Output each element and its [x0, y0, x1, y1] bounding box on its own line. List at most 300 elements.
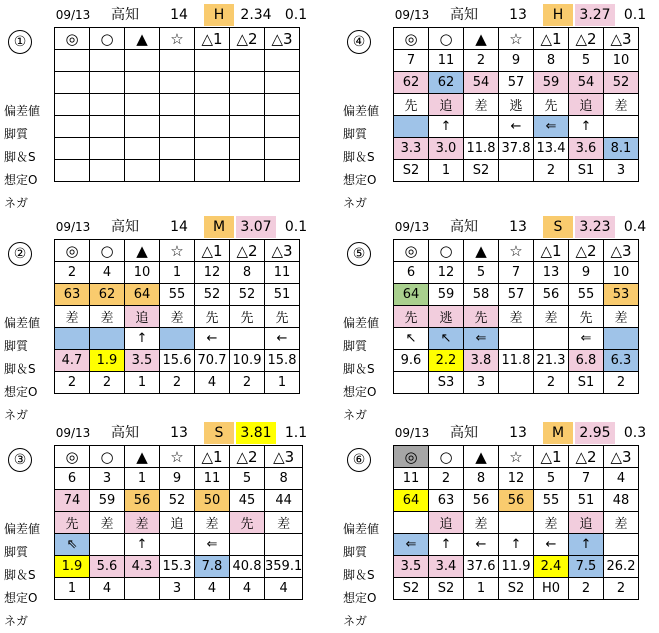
- mark-cell: ◎: [394, 28, 429, 50]
- mark-cell: ◎: [394, 446, 429, 468]
- data-cell: 52: [195, 284, 230, 306]
- data-cell: 追: [429, 512, 464, 534]
- data-row: [394, 284, 639, 306]
- data-cell: 差: [90, 512, 125, 534]
- row-label: 脚＆S: [4, 150, 36, 164]
- row-label: 脚質: [4, 127, 29, 141]
- data-cell: 3.5: [394, 556, 429, 578]
- data-cell: 4: [604, 468, 639, 490]
- data-cell: 54: [464, 72, 499, 94]
- mark-cell: △3: [265, 446, 303, 468]
- mark-row: [55, 240, 300, 262]
- data-cell: 先: [534, 94, 569, 116]
- odds-value-primary: 3.07: [236, 216, 276, 238]
- data-cell: ⇖: [55, 534, 90, 556]
- data-cell: 2: [90, 372, 125, 394]
- runner-count: 14: [170, 219, 188, 235]
- data-cell: 4: [90, 578, 125, 600]
- data-row: [394, 556, 639, 578]
- data-cell: [195, 72, 230, 94]
- data-cell: 追: [569, 512, 604, 534]
- data-cell: 12: [499, 468, 534, 490]
- mark-cell: △1: [534, 446, 569, 468]
- data-cell: 359.1: [265, 556, 303, 578]
- row-label: 脚質: [343, 127, 368, 141]
- race-grid: [393, 239, 639, 394]
- data-cell: [55, 116, 90, 138]
- data-cell: S2: [394, 160, 429, 182]
- data-cell: H0: [534, 578, 569, 600]
- data-cell: 差: [265, 512, 303, 534]
- data-cell: 11.8: [464, 138, 499, 160]
- race-header: [54, 4, 310, 26]
- data-cell: ↑: [569, 116, 604, 138]
- data-cell: [394, 512, 429, 534]
- data-cell: 64: [125, 284, 160, 306]
- data-cell: 差: [604, 94, 639, 116]
- data-cell: [90, 160, 125, 182]
- data-cell: 15.8: [265, 350, 300, 372]
- data-cell: 差: [534, 306, 569, 328]
- data-cell: 10.9: [230, 350, 265, 372]
- data-cell: 7: [394, 50, 429, 72]
- runner-count: 13: [509, 219, 527, 235]
- row-label: ネガ: [343, 196, 368, 210]
- data-cell: [195, 138, 230, 160]
- data-cell: 1: [125, 468, 160, 490]
- data-cell: [230, 50, 265, 72]
- mark-cell: ▲: [125, 240, 160, 262]
- data-cell: [55, 138, 90, 160]
- mark-cell: △2: [569, 240, 604, 262]
- data-cell: 57: [499, 72, 534, 94]
- data-row: [394, 372, 639, 394]
- data-cell: 先: [230, 306, 265, 328]
- data-cell: [195, 50, 230, 72]
- data-cell: [265, 534, 303, 556]
- data-cell: 差: [604, 306, 639, 328]
- data-cell: [464, 116, 499, 138]
- race-venue: 高知: [450, 7, 478, 23]
- data-row: [394, 160, 639, 182]
- data-cell: 4.3: [125, 556, 160, 578]
- data-cell: 5.6: [90, 556, 125, 578]
- odds-value-secondary: 0.4: [623, 219, 647, 235]
- data-cell: [125, 94, 160, 116]
- data-cell: 56: [534, 284, 569, 306]
- data-row: [55, 350, 300, 372]
- data-cell: 55: [569, 284, 604, 306]
- data-cell: 48: [604, 490, 639, 512]
- mark-cell: △3: [604, 240, 639, 262]
- data-row: [394, 116, 639, 138]
- data-cell: [125, 160, 160, 182]
- data-cell: 62: [429, 72, 464, 94]
- data-cell: [160, 116, 195, 138]
- data-cell: [160, 72, 195, 94]
- mark-cell: △3: [604, 28, 639, 50]
- row-label: ネガ: [343, 408, 368, 422]
- data-row: [394, 262, 639, 284]
- race-grid: [393, 27, 639, 182]
- data-cell: 26.2: [604, 556, 639, 578]
- race-header: [54, 216, 310, 238]
- data-cell: 15.6: [160, 350, 195, 372]
- race-date: 09/13: [394, 220, 430, 234]
- data-row: [394, 138, 639, 160]
- data-cell: ←: [534, 534, 569, 556]
- data-cell: [265, 160, 300, 182]
- data-cell: 11: [429, 50, 464, 72]
- data-cell: [230, 534, 265, 556]
- data-cell: 2: [55, 372, 90, 394]
- data-row: [55, 556, 303, 578]
- data-cell: 53: [604, 284, 639, 306]
- data-cell: 11: [265, 262, 300, 284]
- race-number: ④: [347, 30, 371, 54]
- race-grade: M: [543, 422, 573, 444]
- data-cell: S2: [429, 578, 464, 600]
- data-cell: [195, 160, 230, 182]
- race-venue: 高知: [450, 425, 478, 441]
- mark-cell: ▲: [125, 28, 160, 50]
- row-label: 脚質: [4, 545, 29, 559]
- row-label: 想定O: [343, 173, 377, 187]
- data-cell: 55: [160, 284, 195, 306]
- odds-value-primary: 3.81: [236, 422, 276, 444]
- mark-cell: ☆: [160, 28, 195, 50]
- data-cell: [55, 160, 90, 182]
- data-cell: 先: [230, 512, 265, 534]
- data-cell: 先: [464, 306, 499, 328]
- race-grade: H: [204, 4, 234, 26]
- data-cell: [265, 116, 300, 138]
- data-cell: 先: [195, 306, 230, 328]
- data-cell: 37.6: [464, 556, 499, 578]
- data-cell: 21.3: [534, 350, 569, 372]
- race-number: ③: [8, 448, 32, 472]
- data-cell: ↑: [429, 116, 464, 138]
- data-cell: 先: [55, 512, 90, 534]
- data-cell: 57: [499, 284, 534, 306]
- data-row: [394, 468, 639, 490]
- data-cell: 差: [55, 306, 90, 328]
- row-label: 偏差値: [343, 316, 380, 330]
- data-cell: 追: [569, 94, 604, 116]
- data-cell: 差: [534, 512, 569, 534]
- data-cell: ⇐: [464, 328, 499, 350]
- data-cell: [230, 116, 265, 138]
- data-cell: 1: [265, 372, 300, 394]
- mark-cell: ☆: [160, 240, 195, 262]
- data-cell: [55, 72, 90, 94]
- data-cell: 5: [569, 50, 604, 72]
- data-cell: 8.1: [604, 138, 639, 160]
- data-cell: 10: [604, 50, 639, 72]
- data-cell: 50: [195, 490, 230, 512]
- data-row: [394, 512, 639, 534]
- data-cell: ⇐: [569, 328, 604, 350]
- race-date: 09/13: [55, 220, 91, 234]
- data-cell: 10: [125, 262, 160, 284]
- data-cell: [195, 94, 230, 116]
- race-header: [393, 422, 649, 444]
- data-cell: 15.3: [160, 556, 195, 578]
- race-venue: 高知: [111, 425, 139, 441]
- odds-value-primary: 2.95: [575, 422, 615, 444]
- data-cell: 3.8: [464, 350, 499, 372]
- data-cell: 7: [499, 262, 534, 284]
- data-row: [394, 328, 639, 350]
- data-cell: 44: [265, 490, 303, 512]
- data-cell: 4: [230, 578, 265, 600]
- mark-cell: △3: [265, 240, 300, 262]
- data-cell: S3: [429, 372, 464, 394]
- mark-cell: ○: [90, 28, 125, 50]
- data-row: [394, 72, 639, 94]
- row-label: 脚質: [4, 339, 29, 353]
- data-row: [394, 306, 639, 328]
- data-cell: 2: [534, 160, 569, 182]
- data-cell: 7: [569, 468, 604, 490]
- data-cell: [160, 160, 195, 182]
- data-row: [55, 306, 300, 328]
- data-cell: [160, 534, 195, 556]
- data-cell: 差: [125, 512, 160, 534]
- data-cell: 3.4: [429, 556, 464, 578]
- data-cell: [394, 372, 429, 394]
- odds-value-secondary: 0.3: [623, 425, 647, 441]
- data-row: [55, 160, 300, 182]
- data-cell: 2: [604, 578, 639, 600]
- data-cell: 1.9: [90, 350, 125, 372]
- data-cell: [230, 94, 265, 116]
- data-cell: 2: [534, 372, 569, 394]
- data-cell: 11: [195, 468, 230, 490]
- mark-row: [394, 28, 639, 50]
- data-cell: 3.5: [125, 350, 160, 372]
- data-cell: S1: [569, 160, 604, 182]
- runner-count: 14: [170, 7, 188, 23]
- data-cell: [90, 534, 125, 556]
- race-grid: [54, 27, 300, 182]
- data-cell: 70.7: [195, 350, 230, 372]
- mark-row: [55, 28, 300, 50]
- race-header: [54, 422, 310, 444]
- mark-cell: △2: [230, 28, 265, 50]
- data-cell: [55, 94, 90, 116]
- data-row: [394, 350, 639, 372]
- race-grade: S: [204, 422, 234, 444]
- data-cell: 64: [394, 284, 429, 306]
- race-venue: 高知: [111, 7, 139, 23]
- data-cell: 3.0: [429, 138, 464, 160]
- row-label: 想定O: [4, 173, 38, 187]
- data-row: [394, 50, 639, 72]
- data-cell: 6: [55, 468, 90, 490]
- data-row: [55, 512, 303, 534]
- mark-cell: ○: [90, 446, 125, 468]
- row-label: 脚＆S: [343, 568, 375, 582]
- odds-value-primary: 3.27: [575, 4, 615, 26]
- race-panel: [339, 0, 659, 210]
- odds-value-secondary: 0.1: [284, 219, 308, 235]
- mark-row: [394, 446, 639, 468]
- mark-row: [394, 240, 639, 262]
- data-cell: 74: [55, 490, 90, 512]
- data-row: [394, 534, 639, 556]
- data-cell: 2: [569, 578, 604, 600]
- mark-cell: ○: [429, 446, 464, 468]
- data-cell: 64: [394, 490, 429, 512]
- data-cell: 13: [534, 262, 569, 284]
- data-cell: 52: [604, 72, 639, 94]
- mark-cell: △1: [534, 28, 569, 50]
- data-cell: 8: [464, 468, 499, 490]
- data-cell: ↖: [394, 328, 429, 350]
- mark-cell: ▲: [125, 446, 160, 468]
- data-cell: [90, 94, 125, 116]
- data-row: [394, 94, 639, 116]
- data-cell: S2: [394, 578, 429, 600]
- data-row: [55, 578, 303, 600]
- data-cell: 11.8: [499, 350, 534, 372]
- data-cell: [160, 94, 195, 116]
- data-row: [55, 468, 303, 490]
- row-label: 脚質: [343, 339, 368, 353]
- row-label: ネガ: [4, 408, 29, 422]
- data-cell: 2: [230, 372, 265, 394]
- data-cell: 差: [160, 306, 195, 328]
- mark-cell: ☆: [160, 446, 195, 468]
- data-cell: ↑: [429, 534, 464, 556]
- data-cell: 3.6: [569, 138, 604, 160]
- data-cell: 4: [90, 262, 125, 284]
- data-cell: 2: [160, 372, 195, 394]
- data-cell: 6: [394, 262, 429, 284]
- data-cell: 差: [90, 306, 125, 328]
- data-cell: [90, 328, 125, 350]
- data-cell: 59: [534, 72, 569, 94]
- data-cell: S2: [499, 578, 534, 600]
- mark-cell: ◎: [55, 28, 90, 50]
- data-cell: 2: [429, 468, 464, 490]
- data-row: [55, 534, 303, 556]
- data-cell: [604, 116, 639, 138]
- mark-cell: ☆: [499, 446, 534, 468]
- data-cell: 差: [604, 512, 639, 534]
- data-cell: [90, 116, 125, 138]
- data-row: [55, 328, 300, 350]
- data-cell: [230, 328, 265, 350]
- data-cell: 3: [604, 160, 639, 182]
- data-cell: ↑: [499, 534, 534, 556]
- data-row: [55, 116, 300, 138]
- row-label: 偏差値: [4, 522, 41, 536]
- data-cell: 54: [569, 72, 604, 94]
- data-cell: 4: [265, 578, 303, 600]
- mark-cell: ☆: [499, 28, 534, 50]
- mark-cell: ○: [429, 28, 464, 50]
- data-cell: 40.8: [230, 556, 265, 578]
- data-cell: 59: [429, 284, 464, 306]
- data-cell: 52: [160, 490, 195, 512]
- data-cell: ←: [499, 116, 534, 138]
- data-cell: ⇐: [394, 534, 429, 556]
- row-label: ネガ: [4, 196, 29, 210]
- data-cell: ↑: [569, 534, 604, 556]
- data-cell: 8: [230, 262, 265, 284]
- data-cell: 59: [90, 490, 125, 512]
- data-cell: [230, 160, 265, 182]
- row-label: 偏差値: [343, 104, 380, 118]
- data-cell: 1.9: [55, 556, 90, 578]
- data-cell: [125, 578, 160, 600]
- data-cell: [499, 512, 534, 534]
- data-cell: 追: [125, 306, 160, 328]
- row-label: 偏差値: [4, 316, 41, 330]
- data-cell: [160, 328, 195, 350]
- odds-value-secondary: 0.1: [284, 7, 308, 23]
- data-cell: 6.8: [569, 350, 604, 372]
- mark-cell: △2: [230, 446, 265, 468]
- data-cell: 4: [195, 578, 230, 600]
- data-row: [55, 72, 300, 94]
- data-cell: 55: [534, 490, 569, 512]
- race-grade: M: [204, 216, 234, 238]
- mark-cell: △3: [265, 28, 300, 50]
- mark-cell: ○: [90, 240, 125, 262]
- data-cell: 3.3: [394, 138, 429, 160]
- data-cell: 追: [429, 94, 464, 116]
- data-cell: 先: [569, 306, 604, 328]
- data-cell: 1: [160, 262, 195, 284]
- data-cell: [90, 72, 125, 94]
- row-label: 脚＆S: [343, 150, 375, 164]
- data-cell: S1: [569, 372, 604, 394]
- data-cell: 56: [499, 490, 534, 512]
- data-cell: 9.6: [394, 350, 429, 372]
- data-cell: [534, 328, 569, 350]
- mark-cell: △1: [195, 28, 230, 50]
- mark-cell: △2: [569, 28, 604, 50]
- data-row: [55, 50, 300, 72]
- mark-cell: △2: [230, 240, 265, 262]
- race-panel: [0, 0, 320, 210]
- data-cell: [125, 50, 160, 72]
- data-cell: [55, 328, 90, 350]
- data-cell: 51: [265, 284, 300, 306]
- data-cell: 12: [195, 262, 230, 284]
- data-cell: [230, 72, 265, 94]
- race-panel: [339, 212, 659, 422]
- data-cell: 逃: [429, 306, 464, 328]
- data-cell: 7.8: [195, 556, 230, 578]
- data-cell: [265, 94, 300, 116]
- data-cell: [55, 50, 90, 72]
- data-cell: 4: [195, 372, 230, 394]
- data-cell: 2: [604, 372, 639, 394]
- race-venue: 高知: [450, 219, 478, 235]
- data-cell: S2: [464, 160, 499, 182]
- data-cell: [499, 160, 534, 182]
- mark-cell: ☆: [499, 240, 534, 262]
- data-cell: 3: [464, 372, 499, 394]
- race-date: 09/13: [55, 8, 91, 22]
- data-row: [55, 372, 300, 394]
- data-cell: [230, 138, 265, 160]
- data-cell: 5: [464, 262, 499, 284]
